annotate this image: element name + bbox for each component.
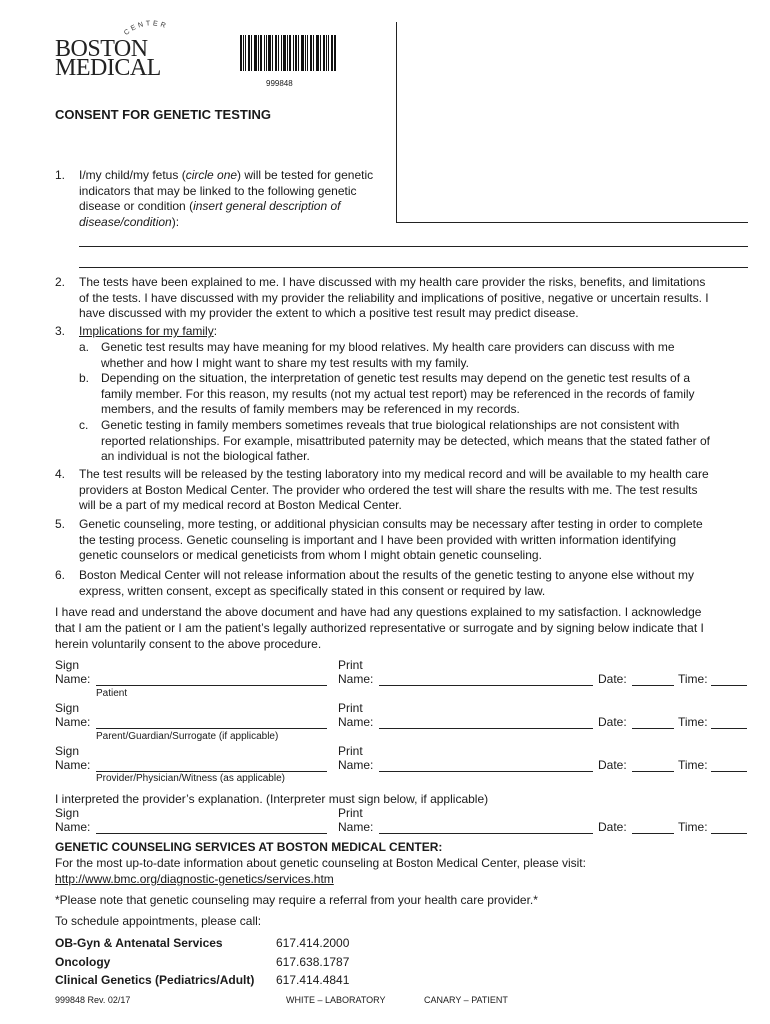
sig4-time-label: Time: bbox=[678, 820, 708, 834]
service-oncology-name: Oncology bbox=[55, 955, 111, 969]
sig1-print-line[interactable] bbox=[379, 685, 593, 686]
sig2-sign-label: Sign bbox=[55, 701, 80, 715]
item-2-line-1: The tests have been explained to me. I have discussed with my health care provider the risks, benefits, and limitations bbox=[79, 275, 706, 289]
sig3-caption: Provider/Physician/Witness (as applicable) bbox=[96, 773, 285, 784]
svg-text:CENTER: CENTER bbox=[123, 20, 169, 38]
sig1-time-line[interactable] bbox=[711, 685, 747, 686]
item-1-text: I/my child/my fetus (circle one) will be tested for genetic indicators that may be linked to the following genetic disease or condition (insert general description of disease/condition): bbox=[79, 168, 374, 229]
sig1-sign-label: Sign bbox=[55, 658, 80, 672]
sig2-time-line[interactable] bbox=[711, 728, 747, 729]
sig1-date-line[interactable] bbox=[632, 685, 674, 686]
item-3b-line-1: Depending on the situation, the interpretation of genetic test results may depend on the genetic test results of a bbox=[101, 371, 691, 385]
sig4-time-line[interactable] bbox=[711, 833, 747, 834]
sig4-print-label: Print bbox=[338, 806, 363, 820]
sig3-date-label: Date: bbox=[598, 758, 627, 772]
sig3-time-line[interactable] bbox=[711, 771, 747, 772]
item-3-number: 3. bbox=[55, 324, 66, 338]
sig1-print-label: Print bbox=[338, 658, 363, 672]
boston-medical-center-logo bbox=[55, 20, 185, 80]
sig4-print-name-label: Name: bbox=[338, 820, 374, 834]
barcode-number: 999848 bbox=[266, 79, 293, 88]
sig2-time-label: Time: bbox=[678, 715, 708, 729]
gcs-schedule: To schedule appointments, please call: bbox=[55, 914, 262, 928]
item-3b-letter: b. bbox=[79, 371, 90, 385]
sig2-date-label: Date: bbox=[598, 715, 627, 729]
sig3-name-label: Name: bbox=[55, 758, 91, 772]
service-obgyn-name: OB-Gyn & Antenatal Services bbox=[55, 936, 223, 950]
condition-line-2[interactable] bbox=[79, 267, 748, 268]
item-3b-line-3: members, and the results of family members may be referenced in my records. bbox=[101, 402, 520, 416]
item-3a-line-2: whether and how I might want to share my test results with my family. bbox=[101, 355, 469, 370]
item-1-number: 1. bbox=[55, 168, 66, 182]
sig4-print-line[interactable] bbox=[379, 833, 593, 834]
form-title: CONSENT FOR GENETIC TESTING bbox=[55, 107, 271, 122]
item-3b-line-2: family member. For this reason, my results (not my actual test report) may be referenced in the records of family bbox=[101, 386, 695, 401]
item-3a-letter: a. bbox=[79, 340, 90, 354]
footer-white-copy: WHITE – LABORATORY bbox=[286, 995, 386, 1005]
item-3c-line-3: an individual is not the biological father. bbox=[101, 449, 310, 463]
item-4-line-1: The test results will be released by the testing laboratory into my medical record and will be available to my health care bbox=[79, 467, 709, 481]
sig2-sign-line[interactable] bbox=[96, 728, 327, 729]
interpreter-text: I interpreted the provider’s explanation. (Interpreter must sign below, if applicable) bbox=[55, 792, 489, 806]
sig1-caption: Patient bbox=[96, 688, 128, 699]
item-4-line-2: providers at Boston Medical Center. The provider who ordered the test will share the results with me. The test results bbox=[79, 482, 698, 497]
item-3c-line-1: Genetic testing in family members sometimes reveals that true biological relationships are not consistent with bbox=[101, 418, 680, 432]
item-3a-line-1: Genetic test results may have meaning for my blood relatives. My health care providers can discuss with me bbox=[101, 340, 675, 354]
acknowledge-line-3: herein voluntarily consent to the above procedure. bbox=[55, 637, 322, 651]
item-4-number: 4. bbox=[55, 467, 66, 481]
barcode-image bbox=[240, 35, 336, 71]
item-5-number: 5. bbox=[55, 517, 66, 531]
sig3-sign-label: Sign bbox=[55, 744, 80, 758]
item-5-line-3: genetic counselors or medical geneticists from whom I might obtain genetic counseling. bbox=[79, 548, 542, 562]
logo-line-medical: MEDICAL bbox=[55, 55, 161, 81]
item-2-line-3: have discussed with my provider the extent to which a positive test result may predict disease. bbox=[79, 306, 579, 320]
sig2-print-line[interactable] bbox=[379, 728, 593, 729]
item-2-line-2: of the tests. I have discussed with my provider the reliability and implications of positive, negative or uncertain results. I bbox=[79, 290, 709, 305]
sig1-date-label: Date: bbox=[598, 672, 627, 686]
sig3-time-label: Time: bbox=[678, 758, 708, 772]
label-box-bottom bbox=[396, 222, 748, 223]
service-clinical-genetics-name: Clinical Genetics (Pediatrics/Adult) bbox=[55, 973, 255, 987]
sig4-name-label: Name: bbox=[55, 820, 91, 834]
gcs-intro: For the most up-to-date information about genetic counseling at Boston Medical Center, please visit: bbox=[55, 856, 586, 870]
sig2-date-line[interactable] bbox=[632, 728, 674, 729]
condition-line-1[interactable] bbox=[79, 246, 748, 247]
item-5-line-2: the testing process. Genetic counseling is important and I have been provided with written information identifying bbox=[79, 532, 676, 547]
sig2-caption: Parent/Guardian/Surrogate (if applicable) bbox=[96, 731, 279, 742]
service-clinical-genetics-phone: 617.414.4841 bbox=[276, 973, 350, 987]
sig1-time-label: Time: bbox=[678, 672, 708, 686]
sig1-sign-line[interactable] bbox=[96, 685, 327, 686]
item-6-line-2: express, written consent, except as specifically stated in this consent or required by law. bbox=[79, 583, 546, 598]
item-3c-line-2: reported relationships. For example, misattributed paternity may be detected, which means that the stated father of bbox=[101, 433, 710, 448]
sig4-sign-line[interactable] bbox=[96, 833, 327, 834]
sig1-name-label: Name: bbox=[55, 672, 91, 686]
sig2-name-label: Name: bbox=[55, 715, 91, 729]
sig3-sign-line[interactable] bbox=[96, 771, 327, 772]
logo-line-boston: BOSTON bbox=[55, 36, 148, 62]
sig4-sign-label: Sign bbox=[55, 806, 80, 820]
footer-canary-copy: CANARY – PATIENT bbox=[424, 995, 508, 1005]
acknowledge-line-2: that I am the patient or I am the patient’s legally authorized representative or surrogate and by signing below indicate that I bbox=[55, 621, 704, 635]
sig3-date-line[interactable] bbox=[632, 771, 674, 772]
item-6-number: 6. bbox=[55, 568, 66, 582]
sig4-date-label: Date: bbox=[598, 820, 627, 834]
item-6-line-1: Boston Medical Center will not release information about the results of the genetic testing to anyone else without my bbox=[79, 568, 695, 582]
sig3-print-label: Print bbox=[338, 744, 363, 758]
sig1-print-name-label: Name: bbox=[338, 672, 374, 686]
footer-revision: 999848 Rev. 02/17 bbox=[55, 995, 131, 1005]
sig3-print-name-label: Name: bbox=[338, 758, 374, 772]
sig2-print-label: Print bbox=[338, 701, 363, 715]
item-3c-letter: c. bbox=[79, 418, 89, 432]
gcs-url-link[interactable]: http://www.bmc.org/diagnostic-genetics/services.htm bbox=[55, 872, 334, 886]
item-5-line-1: Genetic counseling, more testing, or additional physician consults may be necessary after testing in order to complete bbox=[79, 517, 703, 531]
sig4-date-line[interactable] bbox=[632, 833, 674, 834]
gcs-heading: GENETIC COUNSELING SERVICES AT BOSTON MEDICAL CENTER: bbox=[55, 840, 443, 854]
service-oncology-phone: 617.638.1787 bbox=[276, 955, 350, 969]
sig2-print-name-label: Name: bbox=[338, 715, 374, 729]
item-4-line-3: will be a part of my medical record at Boston Medical Center. bbox=[79, 498, 402, 512]
service-obgyn-phone: 617.414.2000 bbox=[276, 936, 350, 950]
item-3-heading: Implications for my family: bbox=[79, 324, 218, 338]
acknowledge-line-1: I have read and understand the above document and have had any questions explained to my satisfaction. I acknowledge bbox=[55, 605, 702, 619]
gcs-referral-note: *Please note that genetic counseling may require a referral from your health care provider.* bbox=[55, 893, 538, 907]
item-2-number: 2. bbox=[55, 275, 66, 289]
sig3-print-line[interactable] bbox=[379, 771, 593, 772]
